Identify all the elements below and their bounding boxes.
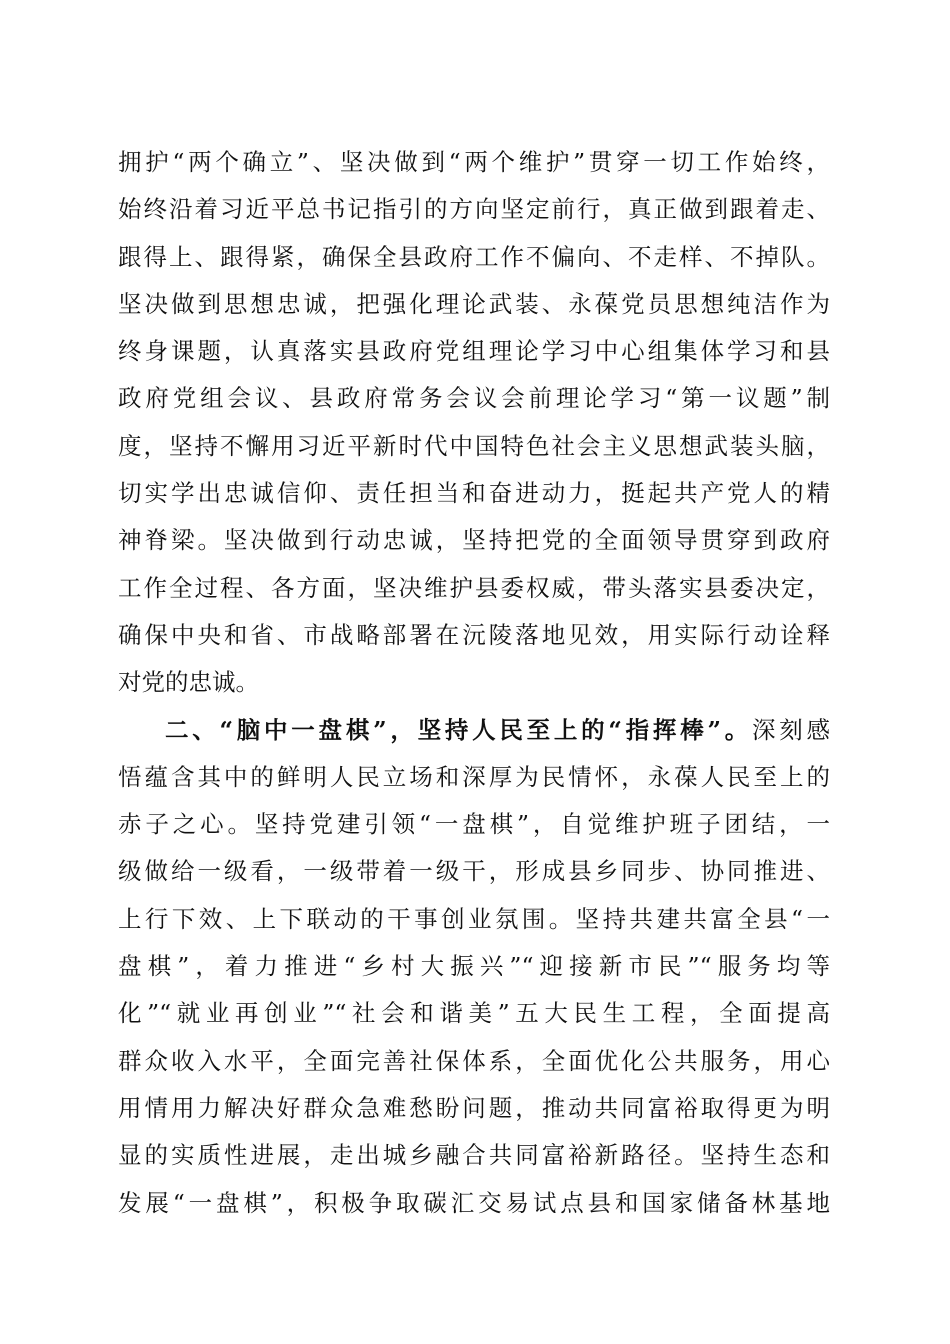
body-text-line: 上行下效、上下联动的干事创业氛围。坚持共建共富全县“一 xyxy=(118,904,830,933)
body-text-line: 工作全过程、各方面，坚决维护县委权威，带头落实县委决定， xyxy=(118,573,830,602)
body-text-line: 切实学出忠诚信仰、责任担当和奋进动力，挺起共产党人的精 xyxy=(118,479,830,508)
paragraph-2-first-line xyxy=(118,707,830,754)
body-text-line: 坚决做到思想忠诚，把强化理论武装、永葆党员思想纯洁作为 xyxy=(118,289,830,318)
body-text-fragment: 深刻感 xyxy=(751,715,830,744)
body-text-line: 发展“一盘棋”，积极争取碳汇交易试点县和国家储备林基地 xyxy=(118,1188,830,1217)
paragraph-1 xyxy=(118,139,830,1227)
body-text-line: 终身课题，认真落实县政府党组理论学习中心组集体学习和县 xyxy=(118,337,830,366)
body-text-line: 悟蕴含其中的鲜明人民立场和深厚为民情怀，永葆人民至上的 xyxy=(118,762,830,791)
body-text-line: 拥护“两个确立”、坚决做到“两个维护”贯穿一切工作始终， xyxy=(118,148,830,176)
section-heading: 二、“脑中一盘棋”，坚持人民至上的“指挥棒”。 xyxy=(165,715,752,744)
body-text-line: 跟得上、跟得紧，确保全县政府工作不偏向、不走样、不掉队。 xyxy=(118,242,830,271)
body-text-line: 神脊梁。坚决做到行动忠诚，坚持把党的全面领导贯穿到政府 xyxy=(118,526,830,555)
body-text-line: 显的实质性进展，走出城乡融合共同富裕新路径。坚持生态和 xyxy=(118,1141,830,1170)
body-text-line: 政府党组会议、县政府常务会议会前理论学习“第一议题”制 xyxy=(118,384,830,413)
body-text-line: 始终沿着习近平总书记指引的方向坚定前行，真正做到跟着走、 xyxy=(118,195,830,224)
body-text-line: 对党的忠诚。 xyxy=(118,668,259,697)
body-text-line: 化”“就业再创业”“社会和谐美”五大民生工程，全面提高 xyxy=(118,999,830,1028)
body-text-line: 赤子之心。坚持党建引领“一盘棋”，自觉维护班子团结，一 xyxy=(118,810,830,839)
body-text-line: 用情用力解决好群众急难愁盼问题，推动共同富裕取得更为明 xyxy=(118,1093,830,1122)
body-text-line: 盘棋”，着力推进“乡村大振兴”“迎接新市民”“服务均等 xyxy=(118,952,830,981)
body-text-line: 群众收入水平，全面完善社保体系，全面优化公共服务，用心 xyxy=(118,1046,830,1075)
body-text-line: 级做给一级看，一级带着一级干，形成县乡同步、协同推进、 xyxy=(118,857,830,886)
body-text-line: 度，坚持不懈用习近平新时代中国特色社会主义思想武装头脑， xyxy=(118,431,830,460)
body-text-line: 确保中央和省、市战略部署在沅陵落地见效，用实际行动诠释 xyxy=(118,620,830,649)
